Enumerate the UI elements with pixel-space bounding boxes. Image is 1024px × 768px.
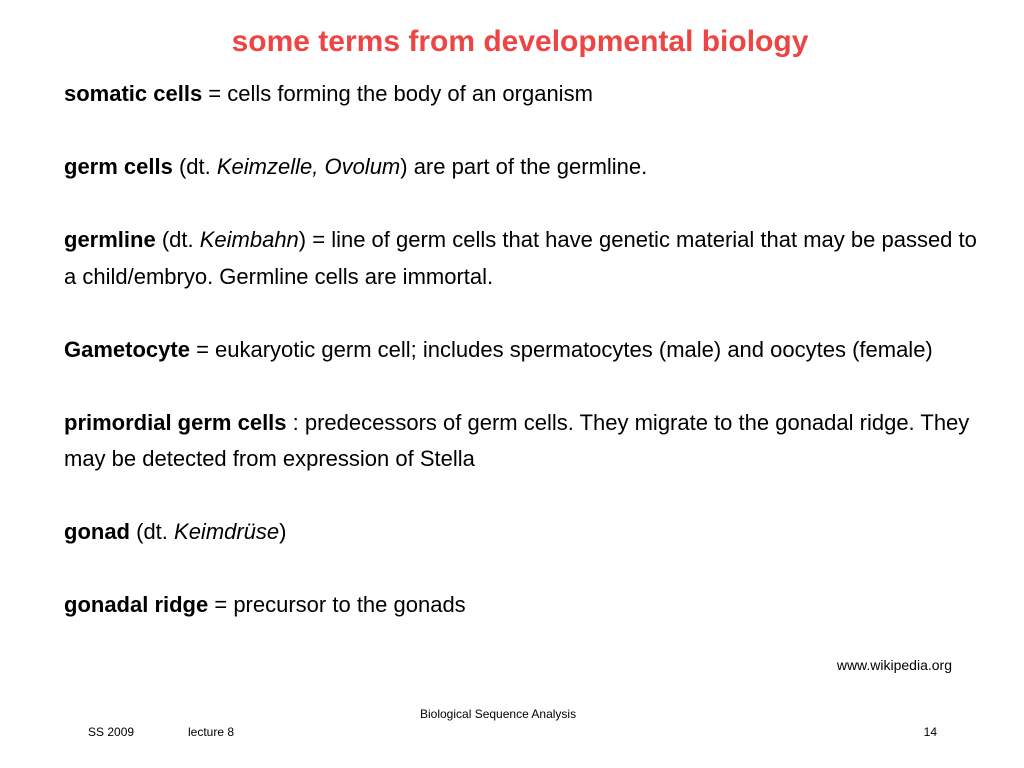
footer-semester: SS 2009	[88, 725, 135, 739]
definition-text: (dt.	[130, 519, 175, 544]
definition-somatic-cells	[64, 76, 994, 113]
definition-text: : predecessors of germ cells. They migrate to the gonadal ridge. They may be detected from expression of Stella	[64, 409, 970, 471]
page-number: 14	[923, 725, 937, 739]
definition-germline	[64, 222, 994, 295]
definition-text: = cells forming the body of an organism	[202, 81, 593, 106]
term-label: germ cells	[64, 154, 173, 179]
footer-course-title: Biological Sequence Analysis	[420, 707, 577, 721]
term-label: germline	[64, 227, 156, 252]
german-term: Keimzelle, Ovolum	[216, 154, 401, 179]
definition-primordial-germ-cells	[64, 405, 994, 478]
definition-text: ) are part of the germline.	[400, 154, 648, 179]
source-attribution: www.wikipedia.org	[836, 657, 952, 673]
slide-title: some terms from developmental biology	[231, 25, 809, 58]
definition-text: (dt.	[155, 227, 200, 252]
definition-gonad	[64, 514, 994, 551]
term-label: primordial germ cells	[64, 409, 287, 435]
definition-gametocyte	[64, 332, 994, 369]
definitions-list	[64, 76, 994, 624]
definition-text: ) = line of germ cells that have genetic material that may be passed to a child/embryo. Germline cells are immortal.	[64, 227, 977, 289]
footer-lecture: lecture 8	[188, 725, 235, 739]
term-label: Gametocyte	[64, 336, 190, 362]
term-label: gonadal ridge	[64, 592, 209, 617]
definition-text: (dt.	[172, 154, 217, 179]
german-term: Keimdrüse	[174, 519, 280, 544]
term-label: somatic cells	[64, 81, 203, 106]
term-label: gonad	[64, 519, 130, 544]
definition-germ-cells	[64, 149, 994, 186]
definition-text: = eukaryotic germ cell; includes spermatocytes (male) and oocytes (female)	[189, 336, 933, 362]
definition-text: = precursor to the gonads	[208, 592, 466, 617]
definition-text: )	[279, 519, 287, 544]
german-term: Keimbahn	[199, 227, 299, 252]
definition-gonadal-ridge	[64, 587, 994, 624]
